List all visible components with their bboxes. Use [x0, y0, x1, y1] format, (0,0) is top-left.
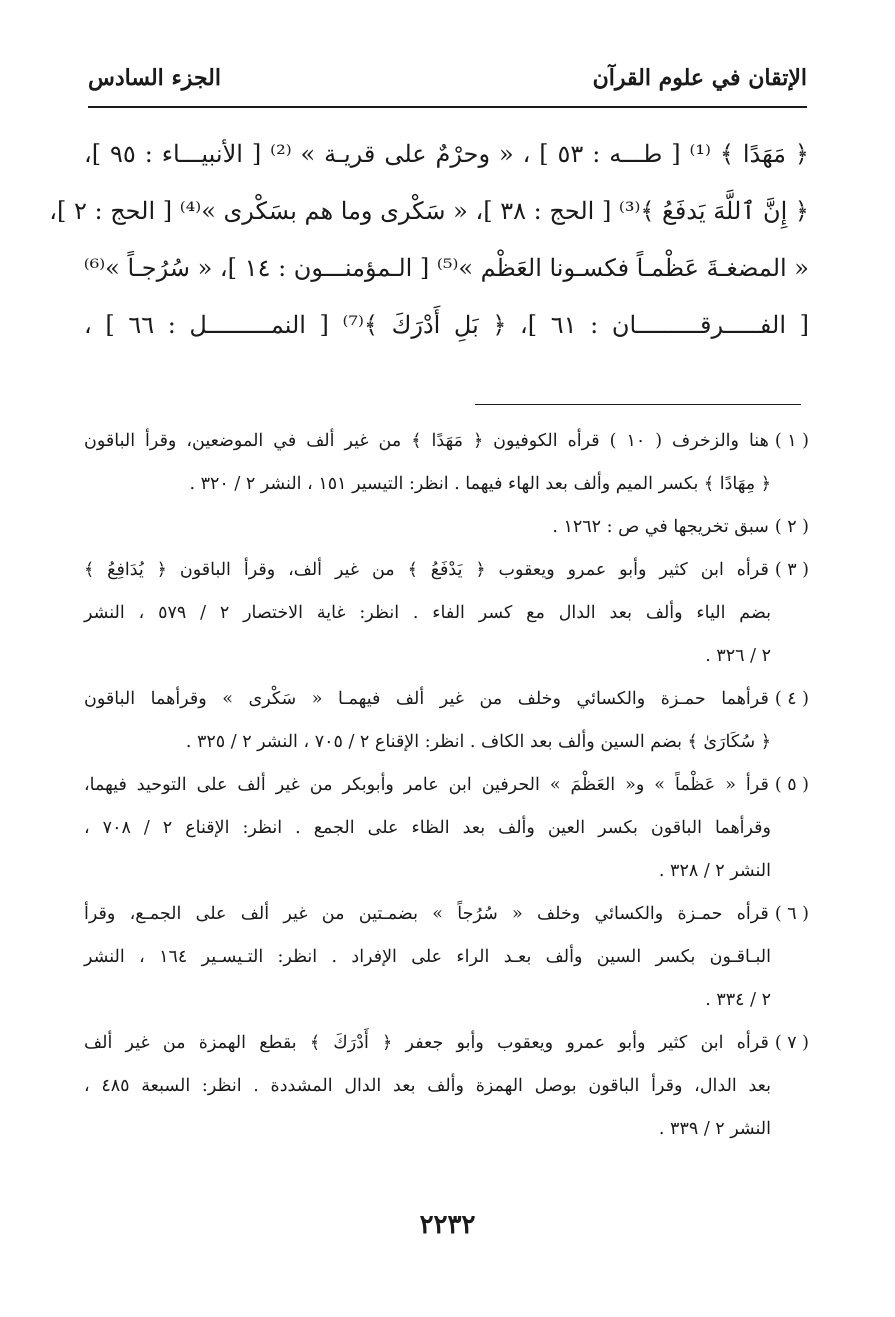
footnote-text: ٢ / ٣٣٤ .	[705, 990, 771, 1010]
footnote-text: ٢ / ٣٢٦ .	[705, 646, 771, 666]
footnote-text: قرأهما حمـزة والكسائي وخلف من غير ألف فيهمـا « سَكْرى » وقرأهما الباقون	[84, 689, 769, 709]
footnote-separator	[475, 404, 801, 405]
footnote-7	[84, 1022, 809, 1151]
footnote-3	[84, 549, 809, 678]
footnote-text: هنا والزخرف ( ١٠ ) قرأه الكوفيون ﴿ مَهَدًا ﴾ من غير ألف في الموضعين، وقرأ الباقون	[84, 431, 769, 451]
main-text-line: ﴿ مَهَدًا ﴾ ⁽¹⁾ [ طـــه : ٥٣ ] ، « وحرْمٌ على قريـة » ⁽²⁾ [ الأنبيـــاء : ٩٥ ]،	[84, 140, 809, 168]
footnote-text: قرأه حمـزة والكسائي وخلف « سُرُجاً » بضمـتين من غير ألف على الجمـع، وقرأ	[84, 904, 769, 924]
main-text-line: « المضغـةَ عَظْمـاً فكسـونا العَظْم »⁽⁵⁾ [ الـمؤمنـــون : ١٤ ]، « سُرُجـاً »⁽⁶⁾	[83, 254, 809, 282]
footnote-text: قرأ « عَظْماً » و« العَظْمَ » الحرفين ابن عامر وأبوبكر من غير ألف على التوحيد فيهما،	[84, 775, 769, 795]
footnote-text: وقرأهما الباقون بكسر العين وألف بعد الظاء على الجمع . انظر: الإقناع ٢ / ٧٠٨ ،	[84, 818, 772, 838]
footnote-1	[84, 420, 809, 506]
footnote-text: النشر ٢ / ٣٣٩ .	[658, 1119, 771, 1139]
footnote-text: بعد الدال، وقرأ الباقون بوصل الهمزة وألف بعد الدال المشددة . انظر: السبعة ٤٨٥ ،	[84, 1076, 771, 1096]
footnote-number: ( ٢ )	[774, 517, 809, 537]
running-header	[88, 58, 807, 98]
footnote-text: قرأه ابن كثير وأبو عمرو ويعقوب وأبو جعفر ﴿ أَدْرَكَ ﴾ بقطع الهمزة من غير ألف	[84, 1033, 769, 1053]
footnote-number: ( ٧ )	[774, 1033, 809, 1053]
main-text	[49, 126, 809, 354]
footnote-text: قرأه ابن كثير وأبو عمرو ويعقوب ﴿ يَدْفَعُ ﴾ من غير ألف، وقرأ الباقون ﴿ يُدَافِعُ ﴾	[84, 560, 769, 580]
footnote-number: ( ٤ )	[774, 689, 809, 709]
footnote-text: سبق تخريجها في ص : ١٢٦٢ .	[552, 517, 769, 537]
footnotes	[84, 420, 809, 1151]
header-rule	[88, 106, 807, 108]
footnote-5	[84, 764, 809, 893]
footnote-number: ( ١ )	[774, 431, 809, 451]
main-text-line: ﴿ إِنَّ ٱللَّهَ يَدفَعُ ﴾⁽³⁾ [ الحج : ٣٨ ]، « سَكْرى وما هم بسَكْرى »⁽⁴⁾ [ الحج : ٢ ]،	[49, 197, 809, 225]
footnote-number: ( ٣ )	[774, 560, 809, 580]
footnote-text: ﴿ مِهَادًا ﴾ بكسر الميم وألف بعد الهاء فيهما . انظر: التيسير ١٥١ ، النشر ٢ / ٣٢٠ .	[189, 474, 771, 494]
main-text-line: [ الفـــــرقـــــــــان : ٦١ ]، ﴿ بَلِ أَدْرَكَ ﴾⁽⁷⁾ [ النمـــــــــل : ٦٦ ] ،	[84, 311, 809, 339]
footnote-4	[84, 678, 809, 764]
footnote-6	[84, 893, 809, 1022]
footnote-text: ﴿ سُكَارَىٰ ﴾ بضم السين وألف بعد الكاف . انظر: الإقناع ٢ / ٧٠٥ ، النشر ٢ / ٣٢٥ .	[185, 732, 771, 752]
footnote-2	[84, 506, 809, 549]
footnote-number: ( ٥ )	[774, 775, 809, 795]
footnote-text: النشر ٢ / ٣٢٨ .	[658, 861, 771, 881]
part-label: الجزء السادس	[88, 65, 221, 91]
footnote-text: بضم الياء وألف بعد الدال مع كسر الفاء . انظر: غاية الاختصار ٢ / ٥٧٩ ، النشر	[84, 603, 771, 623]
book-title: الإتقان في علوم القرآن	[592, 65, 807, 91]
page-number: ٢٢٣٢	[419, 1210, 476, 1240]
footnote-number: ( ٦ )	[774, 904, 809, 924]
footnote-text: البـاقـون بكسر السين وألف بعـد الراء على الإفراد . انظر: التـيسـير ١٦٤ ، النشر	[84, 947, 771, 967]
